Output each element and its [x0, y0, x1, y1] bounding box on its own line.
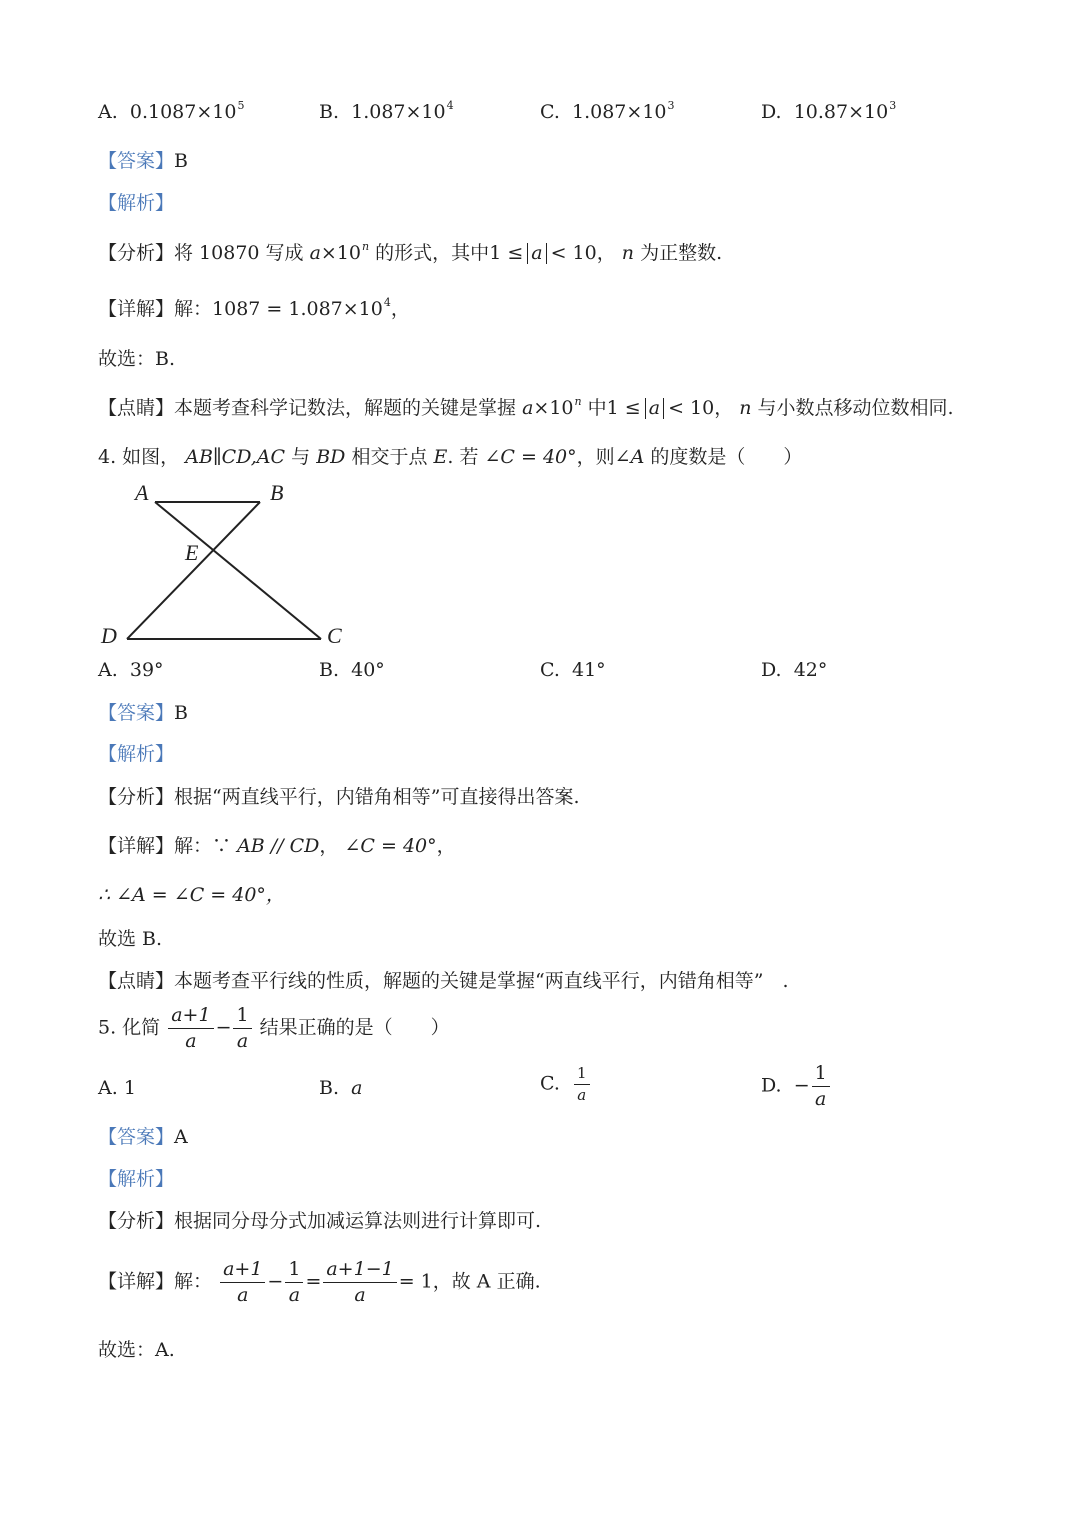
- fraction: $\frac{1}{a}$: [285, 1260, 303, 1305]
- q4-dianjing: 【点睛】本题考查平行线的性质，解题的关键是掌握“两直线平行，内错角相等” .: [98, 970, 789, 992]
- label-b: B: [270, 480, 284, 505]
- q5-option-b: B. a: [319, 1077, 363, 1099]
- q5-fenxi: 【分析】根据同分母分式加减运算法则进行计算即可.: [98, 1210, 542, 1232]
- q5-stem: 5. 化简 $\frac{a+1}{a}$ − $\frac{1}{a}$ 结果正确的是（ ）: [98, 1004, 450, 1052]
- q3-jiexi-heading: 【解析】: [98, 192, 175, 214]
- q3-guxuan: 故选：B.: [98, 348, 176, 370]
- q4-stem: 4. 如图， AB∥CD,AC 与 BD 相交于点 E. 若 ∠C = 40°，则∠A 的度数是（ ）: [98, 446, 803, 468]
- q3-option-b: B. $1.087\times 10^4$: [319, 99, 454, 123]
- segment-ac: [155, 502, 321, 639]
- fraction: $\frac{1}{a}$: [233, 1006, 251, 1051]
- q4-xiangjie: 【详解】解：∵ AB // CD， ∠C = 40°，: [98, 835, 456, 857]
- q4-option-a: A. 39°: [98, 659, 164, 681]
- q4-jiexi-heading: 【解析】: [98, 743, 175, 765]
- q4-line2: ∴ ∠A = ∠C = 40°，: [98, 884, 285, 906]
- q4-option-b: B. 40°: [319, 659, 385, 681]
- fraction: $\frac{a+1-1}{a}$: [323, 1260, 396, 1305]
- fraction: $\frac{a+1}{a}$: [220, 1260, 265, 1305]
- q4-figure: [95, 478, 355, 650]
- q5-option-a: A. 1: [98, 1077, 136, 1099]
- q3-dianjing: 【点睛】本题考查科学记数法，解题的关键是掌握 $a\times 10^n$ 中1 ≤ a < 10， n 与小数点移动位数相同.: [98, 395, 954, 419]
- q3-option-a: A. $0.1087\times 10^5$: [98, 99, 245, 123]
- q4-guxuan: 故选 B.: [98, 928, 163, 950]
- q3-fenxi: 【分析】将 10870 写成 $a\times 10^n$ 的形式，其中1 ≤ a < 10， n 为正整数.: [98, 240, 723, 264]
- q4-option-c: C. 41°: [540, 659, 606, 681]
- q5-option-c: C. $\frac{1}{a}$: [540, 1066, 592, 1103]
- q5-guxuan: 故选：A.: [98, 1339, 175, 1361]
- label-a: A: [135, 480, 149, 505]
- q5-option-d: D. − $\frac{1}{a}$: [761, 1064, 832, 1109]
- q3-option-d: D. $10.87\times 10^3$: [761, 99, 897, 123]
- q4-fenxi: 【分析】根据“两直线平行，内错角相等”可直接得出答案.: [98, 786, 580, 808]
- q3-xiangjie: 【详解】解：$1087 = 1.087\times 10^4$，: [98, 296, 410, 320]
- q4-option-d: D. 42°: [761, 659, 828, 681]
- fraction: $\frac{a+1}{a}$: [168, 1006, 213, 1051]
- q5-answer: 【答案】A: [98, 1126, 188, 1148]
- q5-xiangjie: 【详解】解： $\frac{a+1}{a}$ − $\frac{1}{a}$ = $\frac{a+1-1}{a}$ = 1，故 A 正确.: [98, 1258, 541, 1306]
- label-e: E: [185, 540, 199, 565]
- q3-answer: 【答案】B: [98, 150, 188, 172]
- fraction: $\frac{1}{a}$: [574, 1066, 590, 1103]
- q4-answer: 【答案】B: [98, 702, 188, 724]
- label-d: D: [101, 623, 117, 648]
- segment-bd: [127, 502, 260, 639]
- q3-option-c: C. $1.087\times 10^3$: [540, 99, 675, 123]
- fraction: $\frac{1}{a}$: [812, 1064, 830, 1109]
- q5-jiexi-heading: 【解析】: [98, 1168, 175, 1190]
- label-c: C: [327, 623, 342, 648]
